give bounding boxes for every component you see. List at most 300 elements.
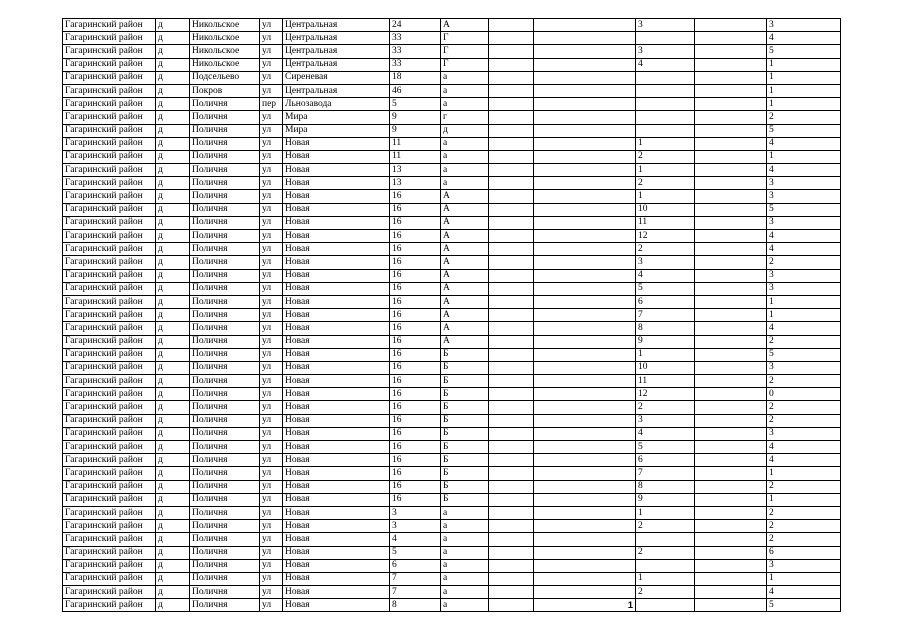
- cell-street-type: ул: [260, 414, 283, 427]
- cell-district: Гагаринский район: [63, 414, 156, 427]
- cell-district: Гагаринский район: [63, 348, 156, 361]
- cell-house-letter: а: [441, 572, 489, 585]
- cell-house-number: 3: [390, 506, 441, 519]
- cell-house-number: 3: [390, 520, 441, 533]
- cell-col-h: [489, 480, 534, 493]
- cell-settlement: Поличня: [190, 256, 260, 269]
- cell-col-i: [534, 414, 636, 427]
- cell-col-k: [695, 190, 767, 203]
- cell-house-letter: а: [441, 177, 489, 190]
- cell-settlement-type: д: [156, 164, 190, 177]
- cell-count: 1: [767, 84, 841, 97]
- cell-settlement: Поличня: [190, 454, 260, 467]
- cell-house-number: 16: [390, 401, 441, 414]
- cell-col-k: [695, 203, 767, 216]
- cell-apartment: [636, 32, 695, 45]
- cell-house-number: 16: [390, 216, 441, 229]
- cell-count: 4: [767, 586, 841, 599]
- cell-settlement: Поличня: [190, 586, 260, 599]
- cell-col-i: [534, 19, 636, 32]
- cell-settlement-type: д: [156, 520, 190, 533]
- cell-count: 1: [767, 493, 841, 506]
- cell-apartment: 4: [636, 427, 695, 440]
- cell-settlement-type: д: [156, 388, 190, 401]
- cell-street: Новая: [283, 309, 390, 322]
- cell-house-letter: Б: [441, 493, 489, 506]
- cell-street-type: ул: [260, 480, 283, 493]
- cell-col-h: [489, 164, 534, 177]
- cell-col-k: [695, 32, 767, 45]
- cell-apartment: 1: [636, 348, 695, 361]
- cell-street: Новая: [283, 401, 390, 414]
- cell-col-h: [489, 533, 534, 546]
- table-row: [63, 335, 841, 348]
- cell-street-type: ул: [260, 493, 283, 506]
- cell-house-letter: а: [441, 520, 489, 533]
- cell-settlement-type: д: [156, 230, 190, 243]
- cell-street-type: ул: [260, 243, 283, 256]
- cell-settlement: Поличня: [190, 546, 260, 559]
- cell-col-h: [489, 348, 534, 361]
- cell-district: Гагаринский район: [63, 546, 156, 559]
- cell-count: 2: [767, 414, 841, 427]
- cell-count: 2: [767, 335, 841, 348]
- cell-street: Новая: [283, 520, 390, 533]
- table-body: [63, 19, 841, 612]
- cell-district: Гагаринский район: [63, 256, 156, 269]
- table-row: [63, 32, 841, 45]
- cell-col-h: [489, 137, 534, 150]
- cell-apartment: [636, 559, 695, 572]
- table-row: [63, 427, 841, 440]
- cell-settlement-type: д: [156, 203, 190, 216]
- cell-col-k: [695, 71, 767, 84]
- cell-col-h: [489, 269, 534, 282]
- cell-street-type: ул: [260, 230, 283, 243]
- cell-street: Льнозавода: [283, 98, 390, 111]
- cell-count: 4: [767, 441, 841, 454]
- cell-col-k: [695, 295, 767, 308]
- cell-col-h: [489, 309, 534, 322]
- table-row: [63, 269, 841, 282]
- cell-col-k: [695, 150, 767, 163]
- cell-settlement: Поличня: [190, 559, 260, 572]
- cell-house-letter: Г: [441, 58, 489, 71]
- cell-street-type: ул: [260, 269, 283, 282]
- cell-col-h: [489, 401, 534, 414]
- cell-district: Гагаринский район: [63, 111, 156, 124]
- cell-col-h: [489, 295, 534, 308]
- cell-house-number: 16: [390, 322, 441, 335]
- cell-col-h: [489, 32, 534, 45]
- cell-settlement: Поличня: [190, 98, 260, 111]
- cell-col-k: [695, 493, 767, 506]
- cell-house-number: 8: [390, 599, 441, 612]
- cell-settlement-type: д: [156, 124, 190, 137]
- cell-street: Новая: [283, 322, 390, 335]
- cell-street: Новая: [283, 599, 390, 612]
- cell-settlement-type: д: [156, 427, 190, 440]
- cell-district: Гагаринский район: [63, 454, 156, 467]
- cell-house-number: 16: [390, 375, 441, 388]
- table-row: [63, 243, 841, 256]
- cell-apartment: 2: [636, 243, 695, 256]
- cell-house-letter: Б: [441, 401, 489, 414]
- cell-district: Гагаринский район: [63, 243, 156, 256]
- cell-apartment: 1: [636, 137, 695, 150]
- cell-house-letter: А: [441, 243, 489, 256]
- cell-apartment: 12: [636, 388, 695, 401]
- cell-settlement-type: д: [156, 269, 190, 282]
- cell-district: Гагаринский район: [63, 506, 156, 519]
- cell-house-letter: Б: [441, 454, 489, 467]
- cell-settlement: Поличня: [190, 441, 260, 454]
- cell-district: Гагаринский район: [63, 269, 156, 282]
- cell-col-i: [534, 164, 636, 177]
- cell-col-k: [695, 375, 767, 388]
- cell-house-number: 13: [390, 177, 441, 190]
- cell-settlement: Поличня: [190, 124, 260, 137]
- cell-street: Новая: [283, 493, 390, 506]
- cell-col-i: [534, 533, 636, 546]
- cell-col-i: [534, 309, 636, 322]
- table-row: [63, 493, 841, 506]
- cell-street-type: ул: [260, 572, 283, 585]
- cell-street-type: ул: [260, 124, 283, 137]
- cell-col-k: [695, 124, 767, 137]
- cell-street: Новая: [283, 216, 390, 229]
- cell-apartment: 8: [636, 322, 695, 335]
- table-row: [63, 98, 841, 111]
- cell-col-i: [534, 230, 636, 243]
- cell-street-type: ул: [260, 71, 283, 84]
- cell-count: 3: [767, 216, 841, 229]
- table-row: [63, 19, 841, 32]
- cell-district: Гагаринский район: [63, 335, 156, 348]
- cell-house-number: 16: [390, 243, 441, 256]
- cell-house-number: 16: [390, 361, 441, 374]
- cell-street-type: ул: [260, 32, 283, 45]
- cell-col-i: [534, 282, 636, 295]
- cell-col-k: [695, 45, 767, 58]
- cell-settlement: Поличня: [190, 111, 260, 124]
- cell-house-letter: а: [441, 137, 489, 150]
- cell-street-type: ул: [260, 216, 283, 229]
- cell-col-k: [695, 230, 767, 243]
- cell-house-number: 16: [390, 454, 441, 467]
- table-row: [63, 71, 841, 84]
- cell-settlement-type: д: [156, 414, 190, 427]
- cell-district: Гагаринский район: [63, 58, 156, 71]
- cell-count: 4: [767, 137, 841, 150]
- cell-count: 3: [767, 269, 841, 282]
- cell-settlement-type: д: [156, 309, 190, 322]
- cell-house-letter: А: [441, 335, 489, 348]
- cell-district: Гагаринский район: [63, 441, 156, 454]
- cell-street: Новая: [283, 559, 390, 572]
- cell-col-i: [534, 150, 636, 163]
- cell-house-number: 16: [390, 493, 441, 506]
- cell-col-k: [695, 361, 767, 374]
- table-row: [63, 506, 841, 519]
- cell-house-letter: а: [441, 84, 489, 97]
- cell-col-k: [695, 269, 767, 282]
- cell-col-k: [695, 84, 767, 97]
- cell-settlement: Поличня: [190, 533, 260, 546]
- cell-house-letter: Г: [441, 32, 489, 45]
- cell-street: Мира: [283, 124, 390, 137]
- cell-count: 2: [767, 111, 841, 124]
- table-row: [63, 586, 841, 599]
- cell-house-letter: а: [441, 506, 489, 519]
- cell-col-h: [489, 520, 534, 533]
- table-row: [63, 546, 841, 559]
- cell-house-letter: Б: [441, 414, 489, 427]
- cell-house-letter: а: [441, 599, 489, 612]
- cell-house-number: 9: [390, 111, 441, 124]
- cell-street-type: ул: [260, 335, 283, 348]
- cell-house-number: 46: [390, 84, 441, 97]
- cell-col-i: [534, 454, 636, 467]
- cell-district: Гагаринский район: [63, 480, 156, 493]
- cell-district: Гагаринский район: [63, 375, 156, 388]
- cell-apartment: 2: [636, 401, 695, 414]
- cell-settlement: Поличня: [190, 230, 260, 243]
- cell-col-h: [489, 361, 534, 374]
- cell-col-k: [695, 599, 767, 612]
- cell-count: 3: [767, 282, 841, 295]
- cell-house-letter: А: [441, 322, 489, 335]
- cell-count: 1: [767, 309, 841, 322]
- cell-col-k: [695, 572, 767, 585]
- cell-col-i: [534, 467, 636, 480]
- cell-apartment: 8: [636, 480, 695, 493]
- cell-street: Сиреневая: [283, 71, 390, 84]
- cell-street: Новая: [283, 427, 390, 440]
- table-row: [63, 375, 841, 388]
- cell-col-k: [695, 546, 767, 559]
- cell-col-i: [534, 124, 636, 137]
- cell-apartment: 2: [636, 150, 695, 163]
- table-row: [63, 559, 841, 572]
- cell-street: Новая: [283, 243, 390, 256]
- cell-street: Новая: [283, 480, 390, 493]
- cell-apartment: 2: [636, 546, 695, 559]
- cell-col-i: [534, 375, 636, 388]
- cell-settlement-type: д: [156, 533, 190, 546]
- cell-house-number: 16: [390, 256, 441, 269]
- cell-district: Гагаринский район: [63, 388, 156, 401]
- table-row: [63, 309, 841, 322]
- cell-col-h: [489, 19, 534, 32]
- cell-street-type: ул: [260, 177, 283, 190]
- cell-count: 5: [767, 45, 841, 58]
- cell-col-k: [695, 441, 767, 454]
- cell-col-h: [489, 98, 534, 111]
- cell-street-type: ул: [260, 559, 283, 572]
- cell-street-type: ул: [260, 111, 283, 124]
- cell-col-h: [489, 58, 534, 71]
- cell-street-type: ул: [260, 203, 283, 216]
- cell-house-number: 16: [390, 203, 441, 216]
- cell-col-i: [534, 137, 636, 150]
- cell-house-number: 18: [390, 71, 441, 84]
- cell-street: Новая: [283, 295, 390, 308]
- cell-settlement: Поличня: [190, 150, 260, 163]
- cell-house-letter: Б: [441, 375, 489, 388]
- cell-settlement: Поличня: [190, 414, 260, 427]
- table-row: [63, 111, 841, 124]
- table-row: [63, 124, 841, 137]
- cell-house-letter: Б: [441, 361, 489, 374]
- cell-house-letter: А: [441, 309, 489, 322]
- cell-street: Новая: [283, 361, 390, 374]
- table-row: [63, 150, 841, 163]
- cell-count: 5: [767, 599, 841, 612]
- cell-street: Новая: [283, 388, 390, 401]
- cell-street: Новая: [283, 203, 390, 216]
- cell-house-number: 24: [390, 19, 441, 32]
- cell-count: 3: [767, 19, 841, 32]
- cell-col-k: [695, 98, 767, 111]
- cell-count: 1: [767, 467, 841, 480]
- cell-house-letter: а: [441, 150, 489, 163]
- cell-district: Гагаринский район: [63, 98, 156, 111]
- cell-house-number: 16: [390, 414, 441, 427]
- cell-col-i: [534, 361, 636, 374]
- cell-count: 2: [767, 533, 841, 546]
- cell-settlement: Поличня: [190, 480, 260, 493]
- cell-col-k: [695, 454, 767, 467]
- cell-col-i: [534, 243, 636, 256]
- cell-settlement: Никольское: [190, 19, 260, 32]
- cell-apartment: [636, 84, 695, 97]
- cell-house-number: 7: [390, 572, 441, 585]
- cell-col-h: [489, 177, 534, 190]
- cell-count: 2: [767, 256, 841, 269]
- cell-street-type: ул: [260, 45, 283, 58]
- cell-settlement-type: д: [156, 256, 190, 269]
- cell-street: Новая: [283, 586, 390, 599]
- cell-district: Гагаринский район: [63, 137, 156, 150]
- cell-apartment: [636, 533, 695, 546]
- cell-house-number: 4: [390, 533, 441, 546]
- cell-district: Гагаринский район: [63, 45, 156, 58]
- cell-house-number: 33: [390, 45, 441, 58]
- cell-col-k: [695, 216, 767, 229]
- cell-district: Гагаринский район: [63, 84, 156, 97]
- cell-house-number: 16: [390, 348, 441, 361]
- cell-col-i: [534, 84, 636, 97]
- cell-street-type: ул: [260, 19, 283, 32]
- cell-col-h: [489, 230, 534, 243]
- cell-street: Новая: [283, 467, 390, 480]
- cell-street: Новая: [283, 177, 390, 190]
- cell-settlement: Поличня: [190, 164, 260, 177]
- cell-col-h: [489, 546, 534, 559]
- table-row: [63, 441, 841, 454]
- cell-settlement: Поличня: [190, 269, 260, 282]
- cell-count: 1: [767, 71, 841, 84]
- cell-district: Гагаринский район: [63, 401, 156, 414]
- cell-street: Новая: [283, 348, 390, 361]
- cell-col-i: [534, 216, 636, 229]
- cell-house-letter: А: [441, 19, 489, 32]
- cell-apartment: 9: [636, 493, 695, 506]
- cell-house-letter: А: [441, 203, 489, 216]
- cell-col-i: [534, 203, 636, 216]
- cell-settlement: Поличня: [190, 322, 260, 335]
- cell-street-type: ул: [260, 58, 283, 71]
- table-row: [63, 84, 841, 97]
- cell-count: 5: [767, 124, 841, 137]
- cell-settlement-type: д: [156, 111, 190, 124]
- table-row: [63, 137, 841, 150]
- cell-street: Новая: [283, 506, 390, 519]
- cell-settlement-type: д: [156, 401, 190, 414]
- cell-street-type: ул: [260, 454, 283, 467]
- cell-settlement-type: д: [156, 216, 190, 229]
- cell-district: Гагаринский район: [63, 190, 156, 203]
- cell-street-type: ул: [260, 309, 283, 322]
- cell-col-h: [489, 111, 534, 124]
- cell-street: Центральная: [283, 58, 390, 71]
- cell-settlement: Поличня: [190, 375, 260, 388]
- cell-district: Гагаринский район: [63, 124, 156, 137]
- cell-street-type: ул: [260, 150, 283, 163]
- cell-district: Гагаринский район: [63, 559, 156, 572]
- cell-district: Гагаринский район: [63, 493, 156, 506]
- cell-settlement: Поличня: [190, 467, 260, 480]
- cell-col-i: [534, 480, 636, 493]
- cell-street: Новая: [283, 546, 390, 559]
- cell-settlement-type: д: [156, 45, 190, 58]
- cell-settlement: Поличня: [190, 599, 260, 612]
- cell-col-h: [489, 190, 534, 203]
- cell-settlement: Поличня: [190, 506, 260, 519]
- cell-street: Мира: [283, 111, 390, 124]
- cell-apartment: [636, 124, 695, 137]
- cell-count: 4: [767, 32, 841, 45]
- table-row: [63, 348, 841, 361]
- cell-col-k: [695, 256, 767, 269]
- cell-col-i: [534, 388, 636, 401]
- cell-district: Гагаринский район: [63, 164, 156, 177]
- cell-col-h: [489, 467, 534, 480]
- cell-col-h: [489, 256, 534, 269]
- cell-house-number: 13: [390, 164, 441, 177]
- cell-col-h: [489, 506, 534, 519]
- cell-settlement: Поличня: [190, 493, 260, 506]
- cell-settlement-type: д: [156, 335, 190, 348]
- table-row: [63, 361, 841, 374]
- cell-settlement-type: д: [156, 348, 190, 361]
- cell-settlement-type: д: [156, 190, 190, 203]
- cell-house-letter: Г: [441, 45, 489, 58]
- cell-col-i: [534, 322, 636, 335]
- cell-house-number: 33: [390, 32, 441, 45]
- cell-settlement-type: д: [156, 361, 190, 374]
- cell-col-i: [534, 177, 636, 190]
- cell-col-i: [534, 441, 636, 454]
- cell-apartment: 10: [636, 361, 695, 374]
- cell-settlement: Поличня: [190, 309, 260, 322]
- cell-col-h: [489, 572, 534, 585]
- cell-count: 2: [767, 480, 841, 493]
- cell-house-number: 16: [390, 335, 441, 348]
- cell-col-h: [489, 493, 534, 506]
- cell-street-type: пер: [260, 98, 283, 111]
